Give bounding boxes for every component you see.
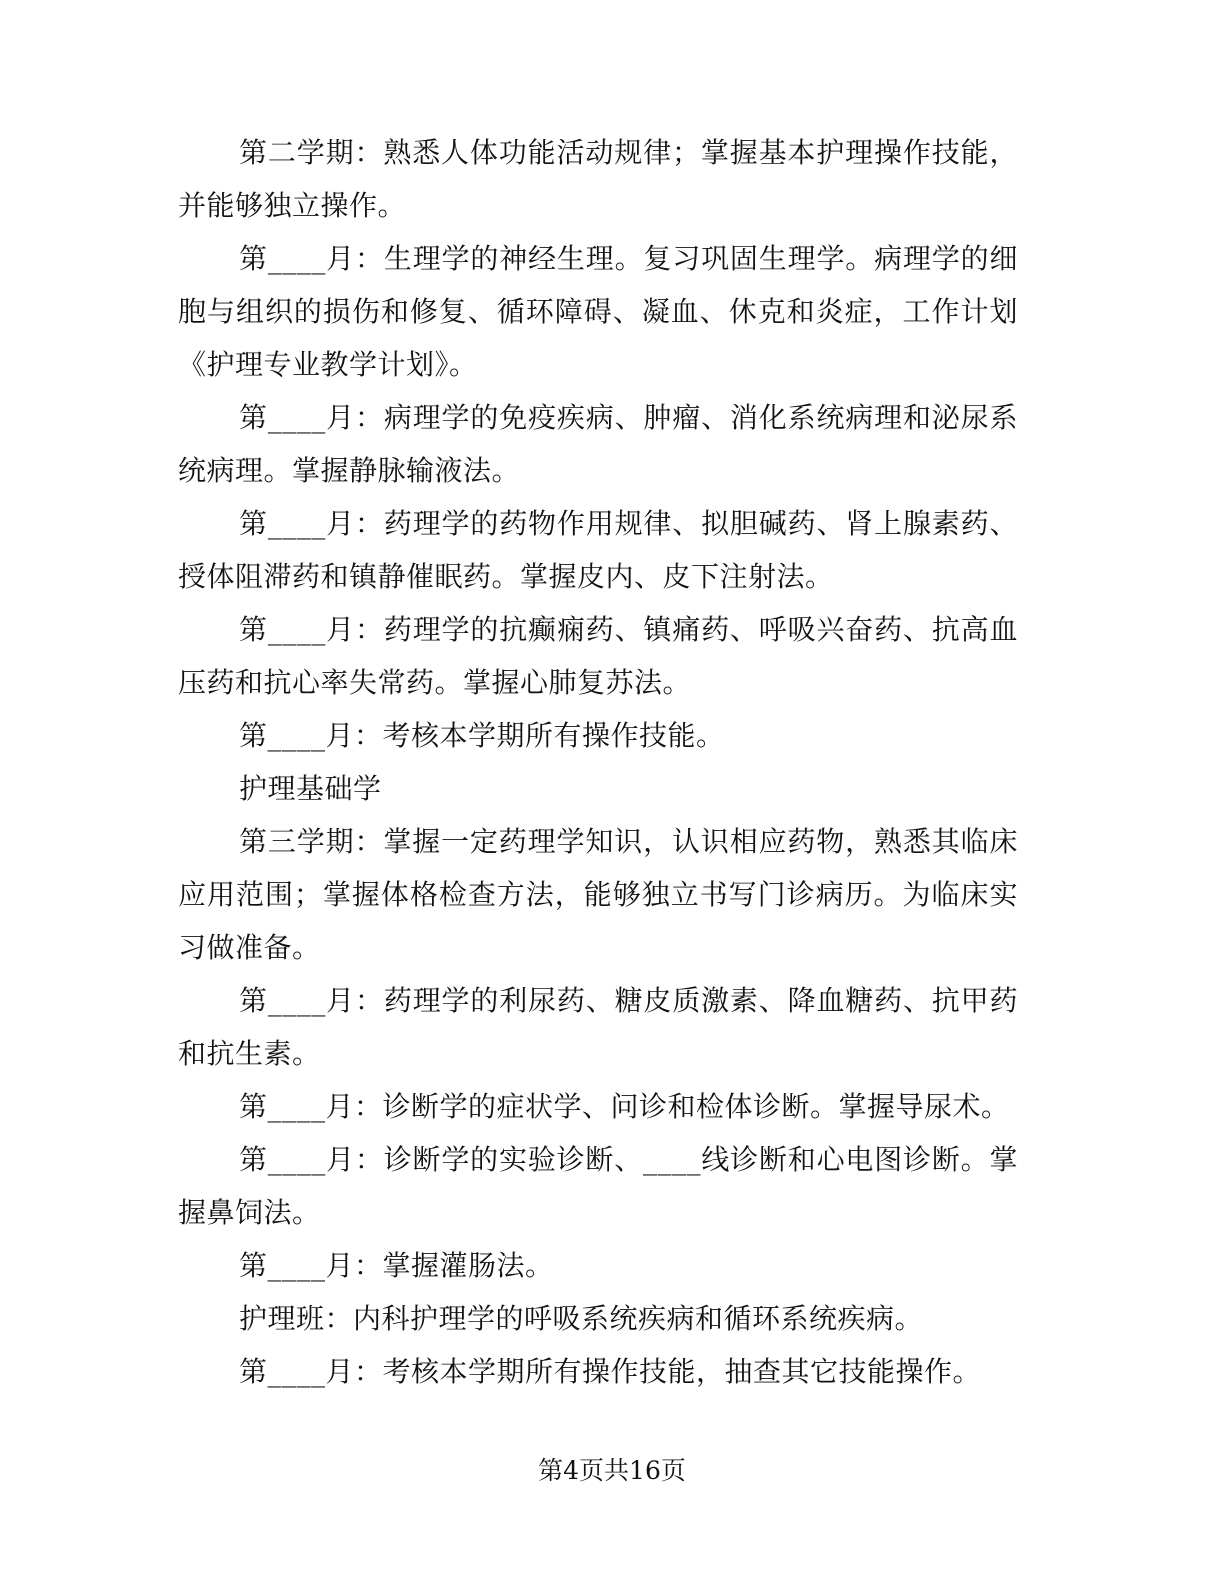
paragraph-month-diagnostics-1: 第____月：诊断学的症状学、问诊和检体诊断。掌握导尿术。	[239, 1090, 1010, 1123]
paragraph-month-enema: 第____月：掌握灌肠法。	[239, 1249, 554, 1282]
paragraph-month-pharmacology-2: 第____月：药理学的抗癫痫药、镇痛药、呼吸兴奋药、抗高血压药和抗心率失常药。掌握心肺复苏法。	[178, 613, 1018, 699]
paragraph-nursing-fundamentals: 护理基础学	[239, 772, 382, 805]
page-number: 第4页共16页	[538, 1456, 686, 1485]
paragraph-month-pharmacology-1: 第____月：药理学的药物作用规律、拟胆碱药、肾上腺素药、授体阻滞药和镇静催眠药。掌握皮内、皮下注射法。	[178, 507, 1018, 593]
document-body	[178, 126, 1018, 1398]
paragraph-second-semester: 第二学期：熟悉人体功能活动规律；掌握基本护理操作技能，并能够独立操作。	[178, 136, 1018, 222]
paragraph-month-pharmacology-3: 第____月：药理学的利尿药、糖皮质激素、降血糖药、抗甲药和抗生素。	[178, 984, 1018, 1070]
paragraph-month-assessment-2: 第____月：考核本学期所有操作技能，抽查其它技能操作。	[239, 1355, 982, 1388]
paragraph-month-diagnostics-2: 第____月：诊断学的实验诊断、____线诊断和心电图诊断。掌握鼻饲法。	[178, 1143, 1018, 1229]
paragraph-nursing-class: 护理班：内科护理学的呼吸系统疾病和循环系统疾病。	[239, 1302, 924, 1335]
page-footer	[0, 1456, 1224, 1486]
paragraph-month-assessment-1: 第____月：考核本学期所有操作技能。	[239, 719, 725, 752]
paragraph-third-semester: 第三学期：掌握一定药理学知识，认识相应药物，熟悉其临床应用范围；掌握体格检查方法，能够独立书写门诊病历。为临床实习做准备。	[178, 825, 1018, 964]
paragraph-month-pathology: 第____月：病理学的免疫疾病、肿瘤、消化系统病理和泌尿系统病理。掌握静脉输液法。	[178, 401, 1018, 487]
paragraph-month-physiology: 第____月：生理学的神经生理。复习巩固生理学。病理学的细胞与组织的损伤和修复、循环障碍、凝血、休克和炎症，工作计划《护理专业教学计划》。	[178, 242, 1018, 381]
